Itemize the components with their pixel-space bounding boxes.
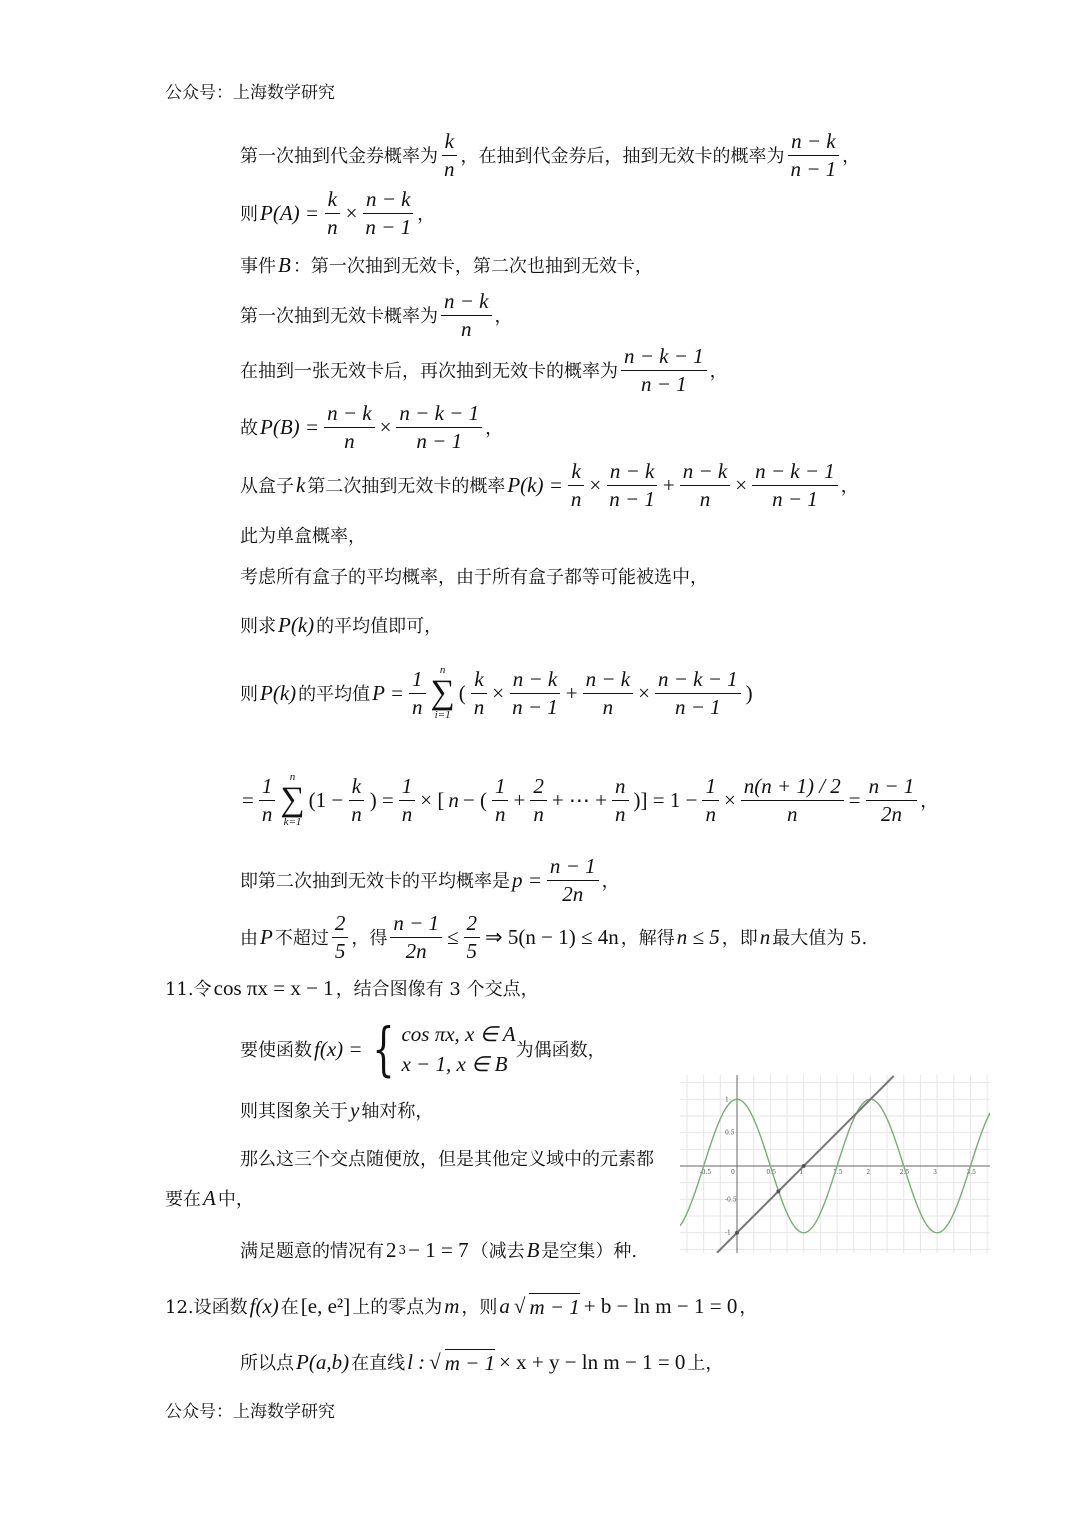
- text: ，: [709, 361, 728, 382]
- numerator: 2: [464, 910, 481, 937]
- fraction: [583, 666, 634, 720]
- sigma-icon: ∑: [280, 781, 305, 818]
- text: 上的零点为: [352, 1297, 443, 1318]
- text: 不超过: [274, 928, 329, 949]
- math-operator: ×: [492, 680, 505, 705]
- math-operator: ⇒ 5(n − 1) ≤ 4n: [485, 924, 619, 949]
- math-symbol: P(k) =: [507, 472, 563, 497]
- math-symbol: A: [203, 1185, 216, 1210]
- denominator: n: [705, 801, 716, 826]
- text: ，解得: [620, 928, 675, 949]
- fraction: [530, 773, 547, 827]
- fraction: [362, 186, 414, 240]
- text: 则求: [240, 616, 276, 637]
- denominator: n − 1: [512, 694, 558, 719]
- text: 第二次抽到无效卡的概率: [307, 476, 506, 497]
- math-symbol: P(B) =: [260, 414, 320, 439]
- math-operator: =: [242, 787, 254, 812]
- fraction: [741, 773, 844, 827]
- math-operator: [e, e²]: [300, 1293, 351, 1318]
- text: 最大值为 5.: [772, 928, 868, 949]
- denominator: n − 1: [365, 214, 412, 239]
- exponent: 3: [398, 1243, 407, 1257]
- denominator: n: [570, 486, 582, 511]
- math-operator: + ⋯ +: [551, 787, 607, 812]
- numerator: 1: [259, 773, 276, 800]
- numerator: k: [471, 666, 486, 693]
- math-symbol: P(A) =: [260, 200, 320, 225]
- radicand: m − 1: [444, 1350, 496, 1375]
- text: 12.设函数: [165, 1297, 248, 1318]
- fraction: [680, 458, 731, 512]
- fraction: [259, 773, 276, 827]
- text: ，: [842, 146, 861, 167]
- numerator: n − k: [441, 288, 492, 315]
- numerator: n − k: [324, 400, 375, 427]
- numerator: n − k: [680, 458, 731, 485]
- fraction: [441, 288, 492, 342]
- denominator: n: [533, 801, 544, 826]
- denominator: n: [473, 694, 485, 719]
- math-operator: (: [458, 680, 466, 705]
- fraction: [655, 666, 741, 720]
- fraction: [471, 666, 488, 720]
- sum-upper: n: [439, 664, 446, 676]
- y-tick-label: 0.5: [725, 1129, 735, 1137]
- math-operator: × [: [420, 787, 445, 812]
- text: ，: [601, 871, 620, 892]
- page-header: 公众号：上海数学研究: [165, 83, 335, 103]
- sum-upper: n: [289, 771, 296, 783]
- math-operator: ×: [638, 680, 650, 705]
- denominator: n: [344, 428, 355, 453]
- case: x − 1, x ∈ B: [401, 1052, 508, 1076]
- math-operator: =: [848, 787, 861, 812]
- text: ：第一次抽到无效卡，第二次也抽到无效卡，: [292, 256, 653, 277]
- numerator: n − k: [363, 186, 414, 213]
- text: ，即: [721, 928, 758, 949]
- numerator: n − k: [510, 666, 561, 693]
- math-symbol: P(a,b): [296, 1349, 350, 1374]
- text: 上，: [687, 1353, 724, 1374]
- text: 由: [240, 928, 258, 949]
- numerator: k: [325, 186, 340, 213]
- numerator: n − k: [583, 666, 634, 693]
- x-tick-label: 3: [933, 1169, 937, 1176]
- text: ，: [739, 1297, 758, 1318]
- math-operator: +: [513, 787, 526, 812]
- summation: [280, 772, 304, 828]
- numerator: 1: [492, 773, 509, 800]
- fraction: [324, 400, 375, 454]
- math-symbol: l :: [407, 1349, 426, 1374]
- x-tick-label: 3.5: [966, 1169, 976, 1176]
- denominator: n − 1: [772, 486, 818, 511]
- math-operator: ×: [723, 787, 736, 812]
- text: 此为单盒概率，: [240, 526, 366, 547]
- text: 为偶函数，: [515, 1040, 606, 1061]
- text: 是空集）种.: [541, 1241, 638, 1262]
- fraction: [606, 458, 658, 512]
- numerator: n(n + 1) / 2: [741, 773, 844, 800]
- math-symbol: f(x) =: [314, 1036, 363, 1061]
- y-tick-label: -0.5: [725, 1196, 737, 1204]
- math-operator: )] = 1 −: [633, 787, 698, 812]
- numerator: 1: [399, 773, 416, 800]
- denominator: n: [401, 801, 413, 826]
- denominator: 5: [466, 938, 478, 963]
- denominator: n: [787, 801, 798, 826]
- fraction: [621, 343, 707, 397]
- text: 则其图象关于: [240, 1101, 348, 1122]
- denominator: n − 1: [416, 428, 463, 453]
- denominator: n: [412, 694, 423, 719]
- sum-lower: k=1: [283, 816, 302, 828]
- text: 的平均值即可，: [316, 616, 443, 637]
- text: 在: [280, 1297, 299, 1318]
- math-symbol: B: [526, 1237, 540, 1262]
- numerator: 2: [530, 773, 547, 800]
- text: ，: [485, 418, 504, 439]
- text: ，得: [351, 928, 388, 949]
- fraction: [324, 186, 341, 240]
- numerator: k: [442, 128, 457, 155]
- math-symbol: n: [448, 787, 459, 812]
- math-operator: (1 −: [308, 787, 344, 812]
- denominator: n: [699, 486, 711, 511]
- text: 则: [240, 684, 258, 705]
- numerator: n − k − 1: [655, 666, 741, 693]
- denominator: n: [444, 156, 455, 181]
- fraction: [509, 666, 561, 720]
- text: ，结合图像有 3 个交点，: [335, 979, 539, 1000]
- text: ，: [920, 791, 939, 812]
- text: 所以点: [240, 1353, 294, 1374]
- math-symbol: y: [350, 1097, 360, 1122]
- fraction: [568, 458, 585, 512]
- math-operator: ×: [735, 472, 748, 497]
- sigma-icon: ∑: [430, 674, 455, 711]
- fraction: [399, 773, 416, 827]
- x-tick-label: 2: [866, 1169, 871, 1176]
- math-operator: 2: [386, 1237, 397, 1262]
- text: 的平均值: [298, 684, 371, 705]
- math-symbol: p =: [512, 867, 542, 892]
- math-operator: √: [513, 1293, 526, 1318]
- math-operator: − 1 = 7: [408, 1237, 469, 1262]
- math-symbol: k: [296, 472, 306, 497]
- math-operator: + b − ln m − 1 = 0: [583, 1293, 738, 1318]
- text: ，: [494, 306, 513, 327]
- x-tick-label: 0: [731, 1169, 735, 1176]
- fraction: [612, 773, 629, 827]
- math-operator: +: [565, 680, 578, 705]
- numerator: k: [349, 773, 364, 800]
- fraction: [441, 128, 458, 182]
- fraction: [788, 128, 840, 182]
- denominator: n − 1: [674, 694, 721, 719]
- denominator: n: [261, 801, 273, 826]
- text: ，在抽到代金券后，抽到无效卡的概率为: [460, 146, 785, 167]
- text: 故: [240, 418, 258, 439]
- y-tick-label: -1: [725, 1229, 731, 1237]
- text: 要使函数: [240, 1040, 312, 1061]
- text: 第一次抽到无效卡概率为: [240, 306, 438, 327]
- fraction: [464, 910, 481, 964]
- denominator: n: [615, 801, 626, 826]
- denominator: n − 1: [641, 371, 687, 396]
- numerator: 1: [409, 666, 426, 693]
- x-tick-label: 1: [799, 1169, 804, 1176]
- denominator: n: [602, 694, 614, 719]
- math-symbol: a: [499, 1293, 510, 1318]
- text: 在抽到一张无效卡后，再次抽到无效卡的概率为: [240, 361, 618, 382]
- math-operator: − (: [462, 787, 487, 812]
- x-tick-label: 0.5: [766, 1169, 776, 1176]
- radicand: m − 1: [529, 1294, 580, 1319]
- fraction: [547, 853, 599, 907]
- denominator: 2n: [562, 881, 584, 906]
- math-operator: cos πx = x − 1: [213, 975, 334, 1000]
- fraction: [390, 910, 442, 964]
- numerator: k: [568, 458, 583, 485]
- y-tick-label: 1: [725, 1096, 729, 1104]
- numerator: n − k − 1: [396, 400, 482, 427]
- math-symbol: f(x): [249, 1293, 279, 1318]
- math-symbol: B: [278, 252, 291, 277]
- fraction: [348, 773, 365, 827]
- math-operator: × x + y − ln m − 1 = 0: [499, 1349, 686, 1374]
- text: 要在: [165, 1189, 201, 1210]
- brace-icon: {: [371, 1015, 395, 1083]
- math-operator: ≤: [447, 924, 459, 949]
- numerator: n − k: [607, 458, 658, 485]
- denominator: n: [351, 801, 362, 826]
- numerator: 2: [332, 910, 349, 937]
- fraction: [752, 458, 838, 512]
- numerator: n − 1: [866, 773, 918, 800]
- fraction: [702, 773, 719, 827]
- math-operator: ): [745, 680, 753, 705]
- summation: [431, 665, 455, 721]
- text: 即第二次抽到无效卡的平均概率是: [240, 871, 510, 892]
- text: 考虑所有盒子的平均概率，由于所有盒子都等可能被选中，: [240, 567, 708, 588]
- numerator: n − k − 1: [621, 343, 707, 370]
- math-symbol: P(k): [260, 680, 297, 705]
- sum-lower: i=1: [434, 709, 451, 721]
- text: （减去: [470, 1241, 525, 1262]
- numerator: n − k: [788, 128, 839, 155]
- text: 事件: [240, 256, 276, 277]
- math-operator: √: [429, 1349, 441, 1374]
- numerator: n − 1: [390, 910, 442, 937]
- text: 从盒子: [240, 476, 294, 497]
- denominator: n: [327, 214, 338, 239]
- piecewise: [365, 1015, 516, 1083]
- denominator: 2n: [880, 801, 902, 826]
- intersection-point: [735, 1231, 739, 1235]
- math-operator: +: [662, 472, 675, 497]
- denominator: 2n: [405, 938, 427, 963]
- page-footer: 公众号：上海数学研究: [165, 1402, 335, 1422]
- math-symbol: P: [260, 924, 273, 949]
- math-operator: ×: [379, 414, 392, 439]
- numerator: n − k − 1: [752, 458, 838, 485]
- math-symbol: n: [759, 924, 771, 949]
- math-operator: ) =: [369, 787, 394, 812]
- text: 轴对称，: [361, 1101, 434, 1122]
- numerator: n − 1: [547, 853, 599, 880]
- x-tick-label: -0.5: [699, 1169, 712, 1176]
- math-symbol: P(k): [278, 612, 315, 637]
- cases: [401, 1019, 515, 1080]
- fraction: [492, 773, 509, 827]
- fraction: [866, 773, 918, 827]
- text: ，: [840, 476, 859, 497]
- numerator: n: [612, 773, 629, 800]
- math-symbol: n ≤ 5: [676, 924, 720, 949]
- text: ，则: [461, 1297, 498, 1318]
- fraction: [396, 400, 482, 454]
- x-tick-label: 2.5: [899, 1169, 910, 1176]
- x-tick-label: 1.5: [833, 1169, 843, 1176]
- intersection-point: [802, 1164, 806, 1168]
- text: 中，: [217, 1189, 254, 1210]
- text: 那么这三个交点随便放，但是其他定义域中的元素都: [240, 1149, 654, 1170]
- math-symbol: m: [444, 1293, 460, 1318]
- text: 满足题意的情况有: [240, 1241, 384, 1262]
- math-symbol: P =: [372, 680, 405, 705]
- text: 在直线: [351, 1353, 406, 1374]
- intersection-point: [776, 1189, 780, 1193]
- denominator: n: [494, 801, 506, 826]
- denominator: n − 1: [790, 156, 837, 181]
- math-operator: ×: [345, 200, 358, 225]
- fraction: [332, 910, 349, 964]
- numerator: 1: [702, 773, 719, 800]
- denominator: n − 1: [609, 486, 655, 511]
- case: cos πx, x ∈ A: [401, 1021, 516, 1046]
- text: 11.令: [165, 979, 212, 1000]
- text: 第一次抽到代金券概率为: [240, 146, 438, 167]
- text: 则: [240, 204, 258, 225]
- math-operator: ×: [589, 472, 602, 497]
- denominator: 5: [334, 938, 346, 963]
- text: ，: [417, 204, 436, 225]
- fraction: [409, 666, 426, 720]
- denominator: n: [461, 316, 472, 341]
- cos-line-graph: [680, 1075, 990, 1253]
